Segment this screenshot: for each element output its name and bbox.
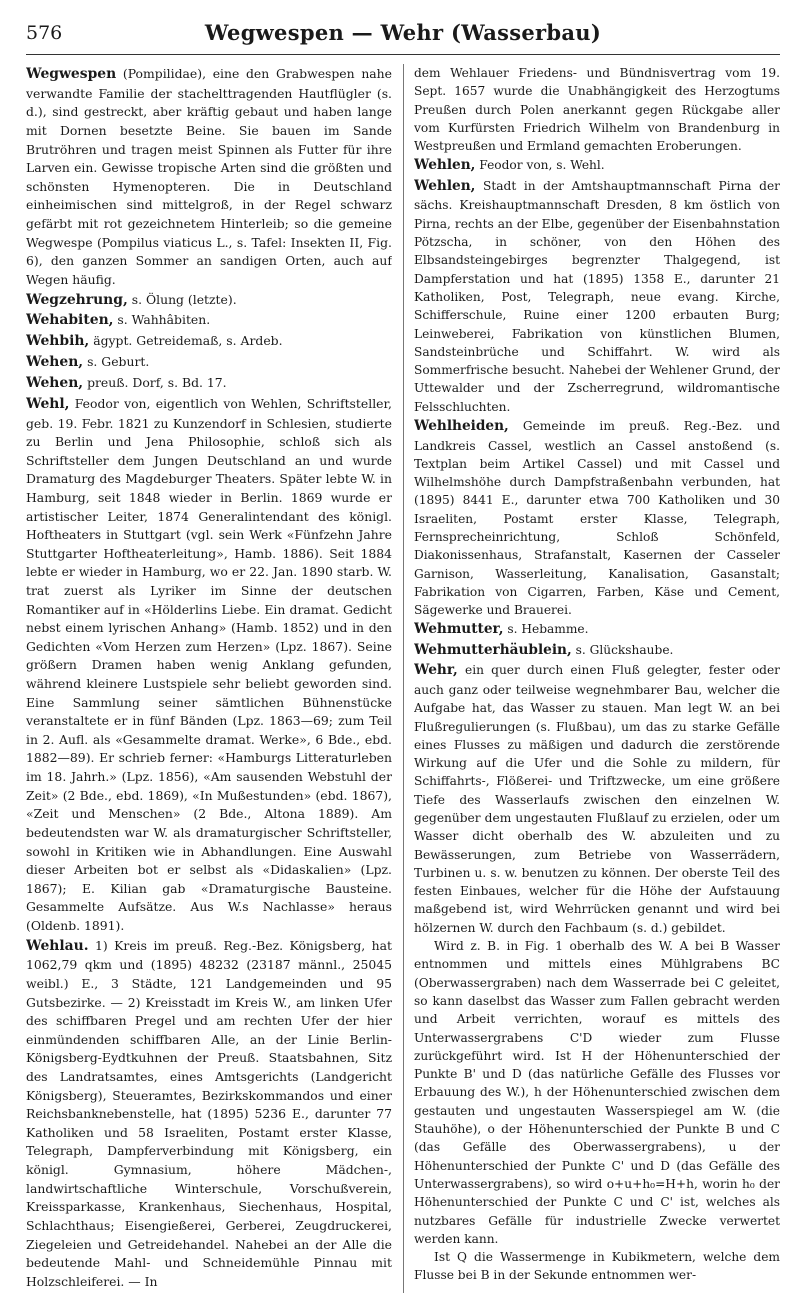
running-head: Wegwespen — Wehr (Wasserbau) <box>204 20 602 45</box>
entry-text: Stadt in der Amtshauptmannschaft Pirna der sächs. Kreishauptmannschaft Dresden, 8 km östlich von Pirna, rechts an der Elbe, gegenüber der Eisenbahnstation Pötzscha, in schöner, von den Höhen des Elbsandsteingebirges begrenzter Thalgegend, ist Dampferstation und hat (1895) 1358 E., darunter 21 Katholiken, Post, Telegraph, neue evang. Kirche, Schifferschule, Ruine einer 1200 erbauten Burg; Leinweberei, Fabrikation von künstlichen Blumen, Sandsteinbrüche und Schiffahrt. W. wird als Sommerfrische besucht. Nahebei der Wehlener Grund, der Uttewalder und der Zscherregrund, wildromantische Felsschluchten. <box>414 178 780 414</box>
dictionary-entry <box>26 310 392 331</box>
dictionary-entry <box>414 640 780 660</box>
entry-headword: Wehlen, <box>414 157 476 174</box>
header-rule <box>26 54 780 55</box>
entry-text: Gemeinde im preuß. Reg.-Bez. und Landkreis Cassel, westlich an Cassel anstoßend (s. Textplan beim Artikel Cassel) und mit Cassel und Wilhelmshöhe durch Dampfstraßenbahn verbunden, hat (1895) 8441 E., darunter etwa 700 Katholiken und 30 Israeliten, Postamt erster Klasse, Telegraph, Fernsprecheinrichtung, Schloß Schönfeld, Diakonissenhaus, Strafanstalt, Kasernen der Casseler Garnison, Wasserleitung, Kanalisation, Gasanstalt; Fabrikation von Cigarren, Farben, Käse und Cement, Sägewerke und Brauerei. <box>414 419 780 618</box>
entry-text: Feodor von, s. Wehl. <box>475 158 605 173</box>
page-number: 576 <box>26 22 63 44</box>
entry-text: 1) Kreis im preuß. Reg.-Bez. Königsberg, hat 1062,79 qkm und (1895) 48232 (23187 männl., 25045 weibl.) E., 3 Städte, 121 Landgemeinden und 95 Gutsbezirke. — 2) Kreisstadt im Kreis W., am linken Ufer des schiffbaren Pregel und am rechten Ufer der hier einmündenden schiffbaren Alle, an der Linie Berlin-Königsberg-Eydtkuhnen der Preuß. Staatsbahnen, Sitz des Landratsamtes, eines Amtsgerichts (Landgericht Königsberg), Steueramtes, Bezirkskommandos und einer Reichsbanknebenstelle, hat (1895) 5236 E., darunter 77 Katholiken und 58 Israeliten, Postamt erster Klasse, Telegraph, Dampferverbindung mit Königsberg, ein königl. Gymnasium, höhere Mädchen-, landwirtschaftliche Winterschule, Vorschußverein, Kreissparkasse, Krankenhaus, Siechenhaus, Hospital, Schlachthaus; Eisengießerei, Gerberei, Zeugdruckerei, Ziegeleien und Getreidehandel. Nahebei an der Alle die bedeutende Mahl- und Schneidemühle Pinnau mit Holzschleiferei. — In <box>26 937 392 1289</box>
entry-text: preuß. Dorf, s. Bd. 17. <box>83 374 227 390</box>
dictionary-entry <box>414 155 780 175</box>
text-columns <box>26 64 780 1293</box>
dictionary-entry <box>414 619 780 639</box>
left-column <box>26 64 392 1293</box>
entry-headword: Wehabiten, <box>26 312 114 329</box>
entry-headword: Wehlen, <box>414 177 476 194</box>
dictionary-entry <box>26 373 392 394</box>
dictionary-entry <box>26 64 392 290</box>
dictionary-entry <box>414 937 780 1248</box>
dictionary-entry <box>26 331 392 352</box>
dictionary-entry <box>414 660 780 937</box>
dictionary-entry <box>26 936 392 1292</box>
entry-text: Feodor von, eigentlich von Wehlen, Schriftsteller, geb. 19. Febr. 1821 zu Kunzendorf in Schlesien, studierte zu Berlin und Jena Philosophie, schloß sich als Schriftsteller dem Jungen Deutschland an und wurde Dramaturg des Magdeburger Theaters. Später lebte W. in Hamburg, seit 1848 wieder in Berlin. 1869 wurde er artistischer Leiter, 1874 Generalintendant des königl. Hoftheaters in Stuttgart (vgl. sein Werk «Fünfzehn Jahre Stuttgarter Hoftheaterleitung», Hamb. 1886). Seit 1884 lebte er wieder in Hamburg, wo er 22. Jan. 1890 starb. W. trat zuerst als Lyriker im Sinne der deutschen Romantiker auf in «Hölderlins Liebe. Ein dramat. Gedicht nebst einem lyrischen Anhang» (Hamb. 1852) und in den Gedichten «Vom Herzen zum Herzen» (Lpz. 1867). Seine größern Dramen haben wenig Anklang gefunden, während kleinere Lustspiele sehr beliebt geworden sind. Eine Sammlung seiner sämtlichen Bühnenstücke veranstaltete er in fünf Bänden (Lpz. 1863—69; zum Teil in 2. Aufl. als «Gesammelte dramat. Werke», 6 Bde., ebd. 1882—89). Er schrieb ferner: «Hamburgs Litteraturleben im 18. Jahrh.» (Lpz. 1856), «Am sausenden Webstuhl der Zeit» (2 Bde., ebd. 1869), «In Mußestunden» (ebd. 1867), «Zeit und Menschen» (2 Bde., Altona 1889). Am bedeutendsten war W. als dramaturgischer Schriftsteller, sowohl in Kritiken wie in Abhandlungen. Eine Auswahl dieser Arbeiten bot er selbst als «Didaskalien» (Lpz. 1867); E. Kilian gab «Dramaturgische Bausteine. Gesammelte Aufsätze. Aus W.s Nachlasse» heraus (Oldenb. 1891). <box>26 395 392 933</box>
dictionary-entry <box>26 290 392 311</box>
entry-text: s. Glückshaube. <box>571 642 674 657</box>
entry-text: s. Geburt. <box>83 354 150 370</box>
entry-text: Ist Q die Wassermenge in Kubikmetern, welche dem Flusse bei B in der Sekunde entnommen wer- <box>414 1250 780 1283</box>
dictionary-page <box>26 18 780 1293</box>
entry-headword: Wehlau. <box>26 937 89 954</box>
dictionary-entry <box>414 176 780 416</box>
entry-text: s. Ölung (letzte). <box>127 291 237 307</box>
entry-text: ägypt. Getreidemaß, s. Ardeb. <box>89 333 283 349</box>
entry-headword: Wehr, <box>414 662 458 679</box>
entry-text: (Pompilidae), eine den Grabwespen nahe verwandte Familie der stachelttragenden Hautflügler (s. d.), sind gestreckt, aber kräftig gebaut und haben lange mit Dornen besetzte Beine. Sie bauen im Sande Brutröhren und tragen meist Spinnen als Futter für ihre Larven ein. Gewisse tropische Arten sind die größten und schönsten Hymenopteren. Die in Deutschland einheimischen sind mittelgroß, in der Regel schwarz gefärbt mit rot gezeichnetem Hinterleib; so die gemeine Wegwespe (Pompilus viaticus L., s. Tafel: Insekten II, Fig. 6), den ganzen Sommer an sandigen Orten, auch auf Wegen häufig. <box>26 66 392 287</box>
dictionary-entry <box>26 394 392 936</box>
entry-headword: Wehbih, <box>26 333 90 350</box>
entry-headword: Wehlheiden, <box>414 418 509 435</box>
entry-headword: Wegwespen <box>26 66 117 82</box>
entry-headword: Wehen, <box>26 374 84 391</box>
entry-headword: Wegzehrung, <box>26 291 128 308</box>
entry-text: Wird z. B. in Fig. 1 oberhalb des W. A bei B Wasser entnommen und mittels eines Mühlgrabens BC (Oberwassergraben) nach dem Wasserrade bei C geleitet, so kann daselbst das Wasser zum Fallen gebracht werden und Arbeit verrichten, worauf es mittels des Unterwassergrabens C'D wieder zum Flusse zurückgeführt wird. Ist H der Höhenunterschied der Punkte B' und D (das natürliche Gefälle des Flusses vor Erbauung des W.), h der Höhenunterschied zwischen dem gestauten und ungestauten Wasserspiegel am W. (die Stauhöhe), o der Höhenunterschied der Punkte B und C (das Gefälle des Oberwassergrabens), u der Höhenunterschied der Punkte C' und D (das Gefälle des Unterwassergrabens), so wird o+u+h₀=H+h, worin h₀ der Höhenunterschied der Punkte C und C' ist, welches als nutzbares Gefälle für industrielle Zwecke verwertet werden kann. <box>414 939 780 1246</box>
entry-headword: Wehl, <box>26 395 70 412</box>
column-divider <box>403 64 404 1293</box>
dictionary-entry <box>414 1248 780 1285</box>
right-column <box>414 64 780 1293</box>
entry-headword: Wehmutterhäublein, <box>414 641 572 658</box>
entry-text: ein quer durch einen Fluß gelegter, fester oder auch ganz oder teilweise wegnehmbarer Bau, welcher die Aufgabe hat, das Wasser zu stauen. Man legt W. an bei Flußregulierungen (s. Flußbau), um das zu starke Gefälle eines Flusses zu mäßigen und dadurch die zerstörende Wirkung auf die Ufer und die Sohle zu mildern, für Schiffahrts-, Flößerei- und Triftzwecke, um eine größere Tiefe des Wasserlaufs zwischen den einzelnen W. gegenüber dem ungestauten Flußlauf zu erzielen, oder um Wasser dicht oberhalb des W. abzuleiten und zu Bewässerungen, zum Betriebe von Wasserrädern, Turbinen u. s. w. benutzen zu können. Der oberste Teil des festen Einbaues, welcher für die Höhe der Aufstauung maßgebend ist, wird Wehrrücken genannt und wird bei hölzernen W. durch den Fachbaum (s. d.) gebildet. <box>414 663 780 935</box>
page-header <box>26 18 780 52</box>
entry-headword: Wehen, <box>26 354 84 371</box>
entry-text: s. Hebamme. <box>503 622 589 637</box>
dictionary-entry <box>26 352 392 373</box>
entry-headword: Wehmutter, <box>414 621 504 638</box>
dictionary-entry <box>414 416 780 619</box>
entry-text: dem Wehlauer Friedens- und Bündnisvertrag vom 19. Sept. 1657 wurde die Unabhängigkeit des Herzogtums Preußen durch Polen anerkannt gegen Rückgabe aller vom Kurfürsten Friedrich Wilhelm von Brandenburg in Westpreußen und Ermland gemachten Eroberungen. <box>414 66 780 154</box>
entry-text: s. Wahhâbiten. <box>113 312 211 328</box>
dictionary-entry <box>414 64 780 155</box>
